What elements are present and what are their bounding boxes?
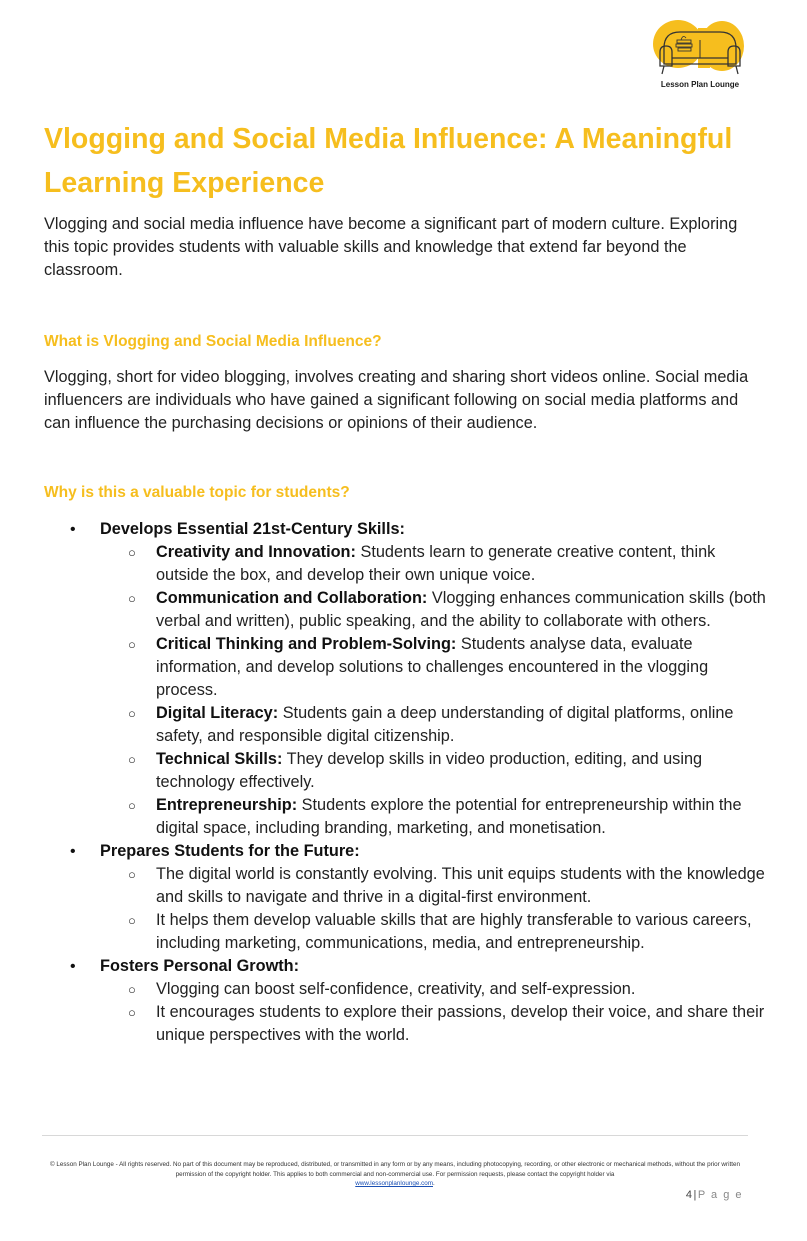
sub-item-creativity: ○ Creativity and Innovation: Students learn to generate creative content, think outside the box, and develop their own unique voice. bbox=[128, 543, 716, 584]
sub-item-self-confidence: ○ Vlogging can boost self-confidence, creativity, and self-expression. bbox=[0, 978, 807, 1001]
circle-bullet-icon: ○ bbox=[128, 545, 136, 560]
sub-item-digital-world: ○ The digital world is constantly evolving. This unit equips students with the knowledge and skills to navigate and thrive in a digital-first environment. bbox=[128, 865, 765, 906]
circle-bullet-icon: ○ bbox=[128, 752, 136, 767]
circle-bullet-icon: ○ bbox=[128, 706, 136, 721]
footer-divider bbox=[42, 1135, 748, 1136]
section-heading-why: Why is this a valuable topic for students? bbox=[44, 484, 350, 501]
sub-item-passions: ○ It encourages students to explore their passions, develop their voice, and share their unique perspectives with the world. bbox=[128, 1003, 765, 1044]
footer-copyright: © Lesson Plan Lounge - All rights reserved. No part of this document may be reproduced, distributed, or transmitted in any form or by any means, including photocopying, recording, or other electronic or mechanical methods, without the prior written permission of the copyright holder. This applies to both commercial and non-commercial use. For permission requests, please contact the copyright holder via www.lessonplanlounge.com. bbox=[50, 1161, 740, 1187]
website-link[interactable]: www.lessonplanlounge.com bbox=[355, 1180, 433, 1187]
page-number: 4|P a g e bbox=[685, 1189, 743, 1201]
sub-item-entrepreneurship: ○ Entrepreneurship: Students explore the potential for entrepreneurship within the digital space, including branding, marketing, and monetisation. bbox=[128, 796, 742, 837]
benefits-list bbox=[0, 518, 807, 1047]
section-heading-what: What is Vlogging and Social Media Influence? bbox=[44, 333, 382, 350]
armchair-logo-icon bbox=[650, 18, 750, 80]
brand-logo bbox=[650, 18, 750, 94]
circle-bullet-icon: ○ bbox=[128, 798, 136, 813]
sub-item-transferable-skills: ○ It helps them develop valuable skills that are highly transferable to various careers, including marketing, communications, media, and entrepreneurship. bbox=[128, 911, 752, 952]
sub-item-communication: ○ Communication and Collaboration: Vlogging enhances communication skills (both verbal and written), public speaking, and the ability to collaborate with others. bbox=[128, 589, 766, 630]
circle-bullet-icon: ○ bbox=[128, 867, 136, 882]
sub-item-technical-skills: ○ Technical Skills: They develop skills in video production, editing, and using technology effectively. bbox=[128, 750, 703, 791]
logo-wordmark: Lesson Plan Lounge bbox=[660, 80, 740, 89]
list-item-future: • Prepares Students for the Future: bbox=[0, 840, 807, 863]
circle-bullet-icon: ○ bbox=[128, 982, 136, 997]
section-body-what: Vlogging, short for video blogging, involves creating and sharing short videos online. Social media influencers are individuals who have gained a significant following on social media platforms and can influence the purchasing decisions or opinions of their audience. bbox=[44, 368, 749, 432]
list-item-skills: • Develops Essential 21st-Century Skills: bbox=[0, 518, 807, 541]
circle-bullet-icon: ○ bbox=[128, 591, 136, 606]
circle-bullet-icon: ○ bbox=[128, 637, 136, 652]
intro-paragraph: Vlogging and social media influence have become a significant part of modern culture. Exploring this topic provides students with valuable skills and knowledge that extend far beyond the classroom. bbox=[44, 215, 738, 279]
page-title: Vlogging and Social Media Influence: A Meaningful Learning Experience bbox=[44, 123, 733, 199]
sub-item-critical-thinking: ○ Critical Thinking and Problem-Solving: Students analyse data, evaluate information, and develop solutions to challenges encountered in the vlogging process. bbox=[128, 635, 709, 699]
list-item-personal-growth: • Fosters Personal Growth: bbox=[0, 955, 807, 978]
sub-item-digital-literacy: ○ Digital Literacy: Students gain a deep understanding of digital platforms, online safety, and responsible digital citizenship. bbox=[128, 704, 734, 745]
bullet-icon: • bbox=[70, 843, 76, 860]
bullet-icon: • bbox=[70, 521, 76, 538]
circle-bullet-icon: ○ bbox=[128, 1005, 136, 1020]
circle-bullet-icon: ○ bbox=[128, 913, 136, 928]
bullet-icon: • bbox=[70, 958, 76, 975]
